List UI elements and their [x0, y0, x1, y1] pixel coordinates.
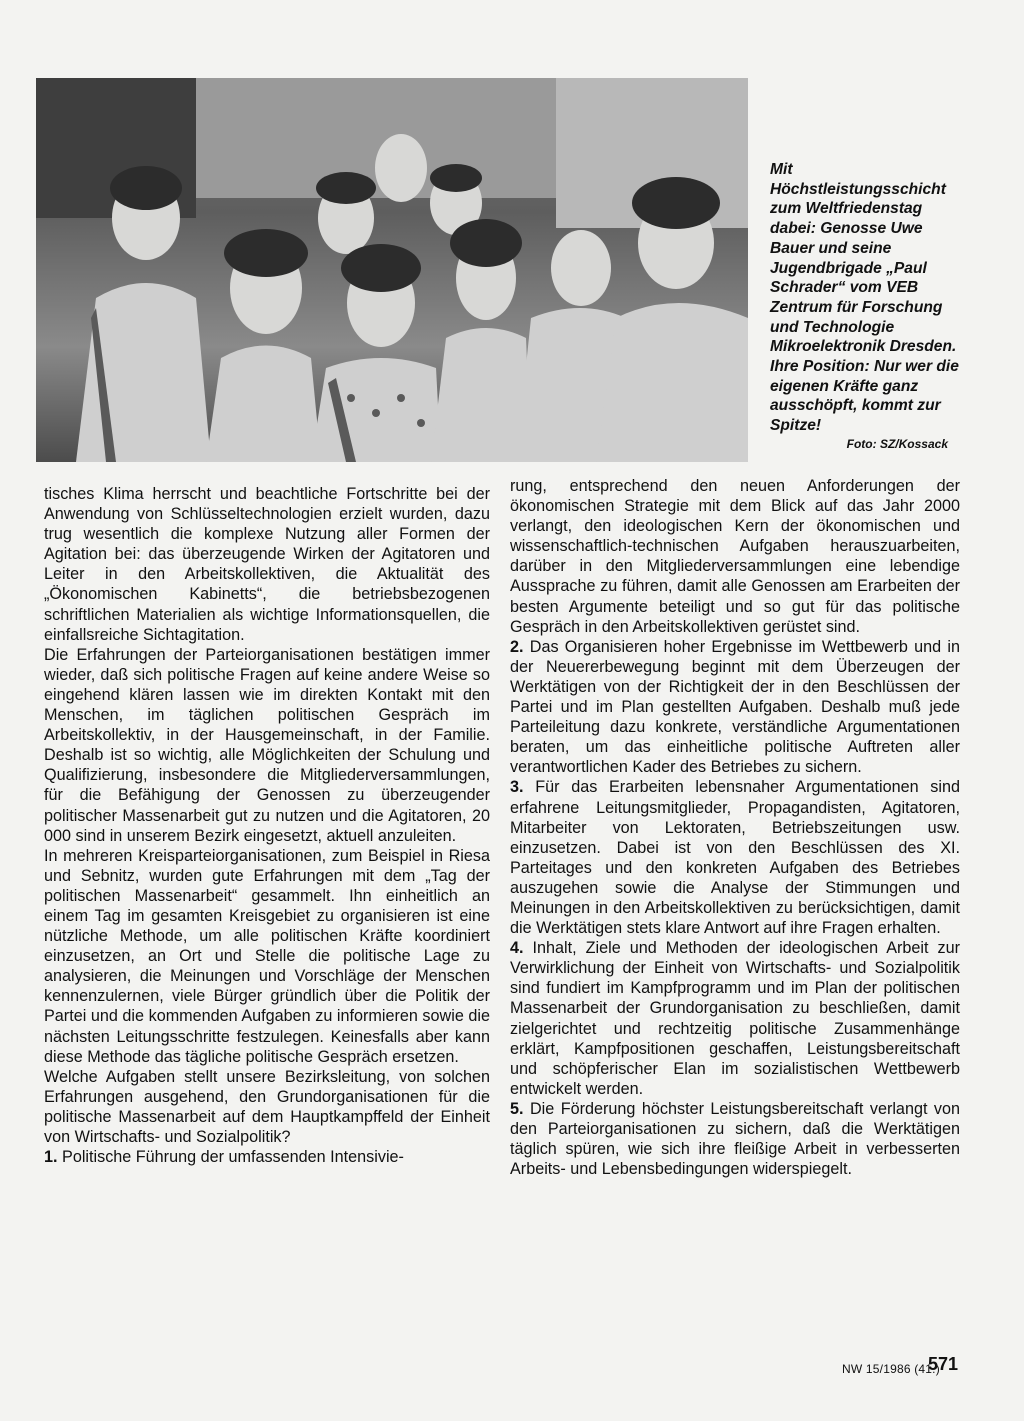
list-item-2-text: Das Organisieren hoher Ergebnisse im Wettbewerb und in der Neuererbewegung beginnt mit dem Überzeugen der Werktätigen von der Richtigkeit der in den Beschlüssen der Partei und im Plan gestellten Aufgaben. Deshalb muß jede Parteileitung dazu konkrete, verständliche Argumentationen beraten, um das einheitliche politische Auftreten aller verantwortlichen Kader des Betriebes zu sichern. — [510, 637, 960, 777]
list-item-5-number: 5. — [510, 1099, 524, 1118]
list-item-5-text: Die Förderung höchster Leistungsbereitschaft verlangt von den Parteiorganisationen zu sichern, daß die Werktätigen täglich spüren, wie sich ihre fleißige Arbeit in verbesserten Arbeits- und Lebensbedingungen widerspiegelt. — [510, 1099, 961, 1179]
left-paragraph-1: tisches Klima herrscht und beachtliche Fortschritte bei der Anwendung von Schlüsseltechnologien erzielt wurden, dazu trug wesentlich die komplexe Nutzung aller Formen der Agitation bei: das überzeugende Wirken der Agitatoren und Leiter in den Arbeitskollektiven, die Aktualität des „Ökonomischen Kabinetts“, die betriebsbezogenen schriftlichen Materialien als wichtige Informationsquellen, die einfallsreiche Sichtagitation. — [44, 485, 490, 644]
page-number: 571 — [928, 1354, 959, 1374]
list-item-2 — [510, 637, 960, 778]
caption-text: Mit Höchstleistungsschicht zum Weltfriedenstag dabei: Genosse Uwe Bauer und seine Jugendbrigade „Paul Schrader“ vom VEB Zentrum für Forschung und Technologie Mikroelektronik Dresden. Ihre Position: Nur wer die eigenen Kräfte ganz ausschöpft, kommt zur Spitze! — [770, 161, 959, 435]
photo-silhouettes — [36, 78, 748, 462]
list-item-1-text: Politische Führung der umfassenden Intensivie- — [62, 1148, 404, 1167]
list-item-5 — [510, 1099, 960, 1179]
list-item-4-text: Inhalt, Ziele und Methoden der ideologischen Arbeit zur Verwirklichung der Einheit von Wirtschafts- und Sozialpolitik sind fundiert im Kampfprogramm und im Plan der politischen Massenarbeit der Grundorganisation zu beschließen, damit zielgerichtet und rechtzeitig politische Zusammenhänge erklärt, Kampfpositionen geschaffen, Leistungsbereitschaft und schöpferischer Elan im sozialistischen Wettbewerb entwickelt werden. — [510, 939, 961, 1098]
list-item-1 — [44, 1147, 490, 1167]
list-item-3 — [510, 777, 960, 938]
left-paragraph-4: Welche Aufgaben stellt unsere Bezirksleitung, von solchen Erfahrungen ausgehend, den Grundorganisationen für die politische Massenarbeit auf dem Hauptkampffeld der Einheit von Wirtschafts- und Sozialpolitik? — [44, 1067, 490, 1146]
list-item-3-number: 3. — [510, 778, 524, 797]
list-item-1-number: 1. — [44, 1148, 58, 1167]
right-paragraph-1: rung, entsprechend den neuen Anforderungen der ökonomischen Strategie mit dem Blick auf das Jahr 2000 verlangt, den ideologischen Kern der ökonomischen und wissenschaftlich-technischen Aufgaben herauszuarbeiten, darüber in den Mitgliederversammlungen eine lebendige Aussprache zu führen, damit alle Genossen am Erarbeiten der besten Argumente beteiligt und so gut für das politische Gespräch in den Arbeitskollektiven gerüstet sind. — [510, 477, 960, 636]
list-item-3-text: Für das Erarbeiten lebensnaher Argumentationen sind erfahrene Leitungsmitglieder, Propagandisten, Agitatoren, Mitarbeiter von Lektoraten, Betriebszeitungen usw. einzusetzen. Dabei ist von den Beschlüssen des XI. Parteitages und den konkreten Aufgaben des Betriebes auszugehen sowie die Analyse der Stimmungen und Meinungen in den Arbeitskollektiven zu berücksichtigen, damit die Werktätigen stets klare Antwort auf ihre Fragen erhalten. — [510, 778, 960, 938]
issue-reference: NW 15/1986 (41.) — [842, 1362, 940, 1376]
list-item-4-number: 4. — [510, 939, 524, 958]
left-paragraph-2: Die Erfahrungen der Parteiorganisationen bestätigen immer wieder, daß sich politische Fragen auf keine andere Weise so eingehend klären lassen wie im direkten Kontakt mit den Menschen, im täglichen politischen Gespräch im Arbeitskollektiv, in der Hausgemeinschaft, in der Familie. Deshalb ist so wichtig, alle Möglichkeiten der Schulung und Qualifizierung, insbesondere die Mitgliederversammlungen, für die Befähigung der Genossen zu überzeugender politischer Massenarbeit gut zu nutzen und die Agitatoren, 20 000 sind in unserem Bezirk eingesetzt, aktuell anzuleiten. — [44, 645, 490, 845]
list-item-2-number: 2. — [510, 637, 524, 656]
photo-credit: Foto: SZ/Kossack — [846, 436, 948, 451]
group-photo — [36, 78, 748, 462]
left-column — [44, 484, 490, 1167]
list-item-4 — [510, 938, 960, 1099]
right-column — [510, 476, 960, 1179]
photo-caption — [770, 160, 960, 452]
left-paragraph-3: In mehreren Kreisparteiorganisationen, zum Beispiel in Riesa und Sebnitz, wurden gute Erfahrungen mit dem „Tag der politischen Massenarbeit“ gesammelt. Ihn einheitlich an einem Tag im gesamten Kreisgebiet zu organisieren ist eine nützliche Methode, um alle politischen Kräfte koordiniert einzusetzen, an Ort und Stelle die politische Lage zu analysieren, die Meinungen und Vorschläge der Menschen kennenzulernen, viele Bürger gründlich über die Politik der Partei und die kommenden Aufgaben zu informieren sowie die nächsten Leitungsschritte festzulegen. Keinesfalls aber kann diese Methode das tägliche politische Gespräch ersetzen. — [44, 846, 490, 1066]
